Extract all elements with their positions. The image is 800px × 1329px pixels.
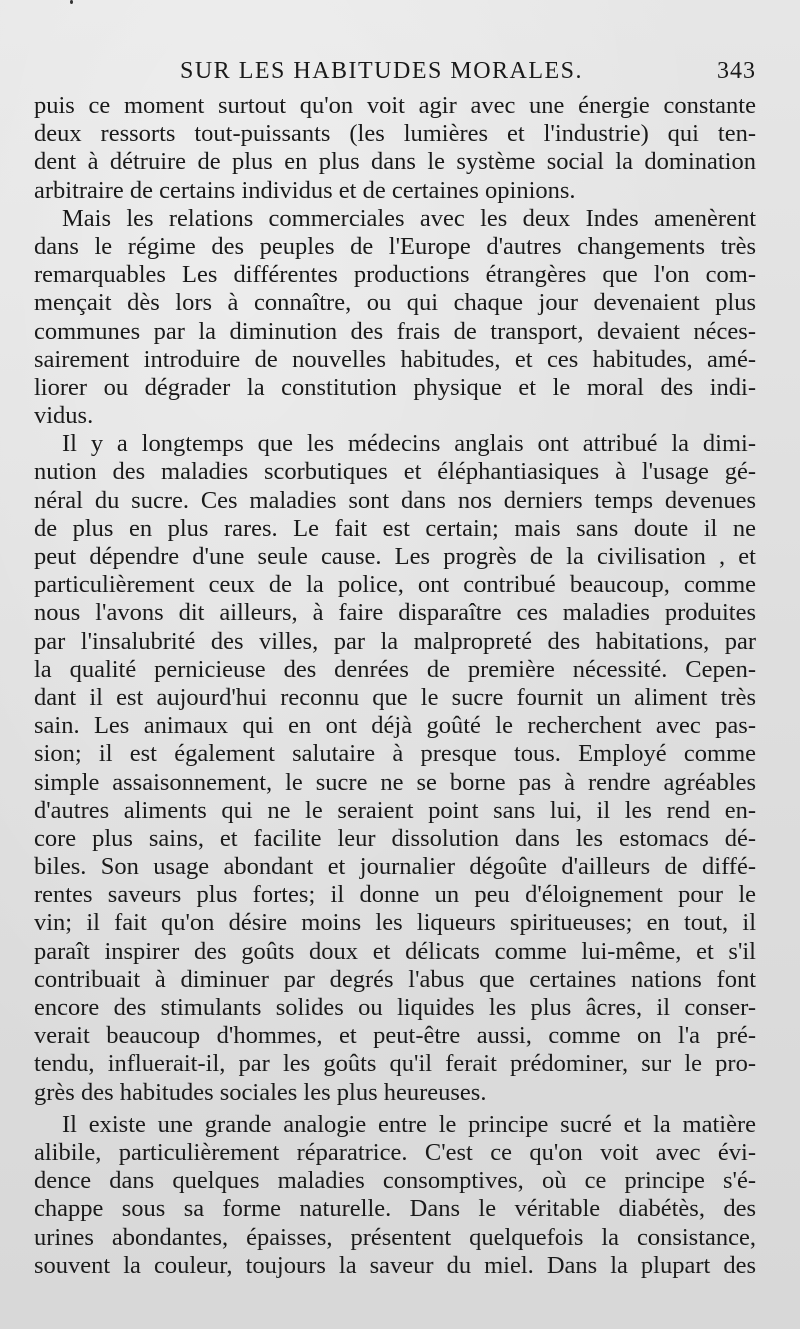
text-line: Il y a longtemps que les médecins anglais ont attribué la dimi-	[62, 430, 756, 458]
text-line: nution des maladies scorbutiques et éléphantiasiques à l'usage gé-	[34, 458, 756, 486]
text-line: liorer ou dégrader la constitution physique et le moral des indi-	[34, 373, 756, 401]
text-line: remarquables Les différentes productions étrangères que l'on com-	[34, 261, 756, 289]
text-line: dent à détruire de plus en plus dans le système social la domination	[34, 148, 756, 176]
text-line: simple assaisonnement, le sucre ne se borne pas à rendre agréables	[34, 768, 756, 796]
text-line: communes par la diminution des frais de transport, devaient néces-	[34, 317, 756, 345]
text-line: sain. Les animaux qui en ont déjà goûté le recherchent avec pas-	[34, 712, 756, 740]
text-line: Mais les relations commerciales avec les deux Indes amenèrent	[62, 204, 756, 232]
paragraph	[34, 430, 756, 1107]
text-line: sion; il est également salutaire à presque tous. Employé comme	[34, 740, 756, 768]
text-line: dans le régime des peuples de l'Europe d'autres changements très	[34, 232, 756, 260]
text-line: dence dans quelques maladies consomptives, où ce principe s'é-	[34, 1167, 756, 1195]
text-line: puis ce moment surtout qu'on voit agir avec une énergie constante	[34, 92, 756, 119]
paragraph	[34, 205, 756, 431]
text-line: dant il est aujourd'hui reconnu que le sucre fournit un aliment très	[34, 683, 756, 711]
text-line: contribuait à diminuer par degrés l'abus que certaines nations font	[34, 965, 756, 993]
ink-speck	[70, 0, 73, 4]
text-line: la qualité pernicieuse des denrées de première nécessité. Cepen-	[34, 655, 756, 683]
body-text	[34, 92, 756, 1280]
text-line: core plus sains, et facilite leur dissolution dans les estomacs dé-	[34, 824, 756, 852]
text-line: verait beaucoup d'hommes, et peut-être aussi, comme on l'a pré-	[34, 1022, 756, 1050]
text-line: vin; il fait qu'on désire moins les liqueurs spiritueuses; en tout, il	[34, 909, 756, 937]
text-line: Il existe une grande analogie entre le principe sucré et la matière	[62, 1110, 756, 1138]
text-line: grès des habitudes sociales les plus heureuses.	[34, 1078, 487, 1106]
text-line: encore des stimulants solides ou liquides les plus âcres, il conser-	[34, 994, 756, 1021]
text-line: rentes saveurs plus fortes; il donne un peu d'éloignement pour le	[34, 881, 756, 909]
text-line: biles. Son usage abondant et journalier dégoûte d'ailleurs de diffé-	[34, 853, 756, 881]
text-line: mençait dès lors à connaître, ou qui chaque jour devenaient plus	[34, 289, 756, 317]
text-line: de plus en plus rares. Le fait est certain; mais sans doute il ne	[34, 514, 756, 542]
text-line: deux ressorts tout-puissants (les lumières et l'industrie) qui ten-	[34, 120, 756, 148]
text-line: arbitraire de certains individus et de certaines opinions.	[34, 176, 576, 204]
text-line: vidus.	[34, 402, 94, 430]
text-line: par l'insalubrité des villes, par la malpropreté des habitations, par	[34, 627, 756, 655]
text-line: alibile, particulièrement réparatrice. C'est ce qu'on voit avec évi-	[34, 1138, 756, 1166]
text-line: néral du sucre. Ces maladies sont dans nos derniers temps devenues	[34, 486, 756, 514]
text-line: peut dépendre d'une seule cause. Les progrès de la civilisation , et	[34, 543, 756, 570]
text-line: urines abondantes, épaisses, présentent quelquefois la consistance,	[34, 1223, 756, 1251]
page-number: 343	[717, 58, 756, 84]
text-line: particulièrement ceux de la police, ont contribué beaucoup, comme	[34, 571, 756, 599]
text-line: nous l'avons dit ailleurs, à faire disparaître ces maladies produites	[34, 599, 756, 627]
text-line: chappe sous sa forme naturelle. Dans le véritable diabétès, des	[34, 1195, 756, 1223]
page-header	[34, 58, 756, 88]
text-line: d'autres aliments qui ne le seraient point sans lui, il les rend en-	[34, 796, 756, 824]
paragraph	[34, 1111, 756, 1280]
paragraph	[34, 92, 756, 205]
text-line: souvent la couleur, toujours la saveur du miel. Dans la plupart des	[34, 1251, 756, 1279]
text-line: paraît inspirer des goûts doux et délicats comme lui-même, et s'il	[34, 937, 756, 965]
text-line: sairement introduire de nouvelles habitudes, et ces habitudes, amé-	[34, 345, 756, 373]
running-title: SUR LES HABITUDES MORALES.	[180, 58, 584, 84]
text-line: tendu, influerait-il, par les goûts qu'il ferait prédominer, sur le pro-	[34, 1050, 756, 1078]
